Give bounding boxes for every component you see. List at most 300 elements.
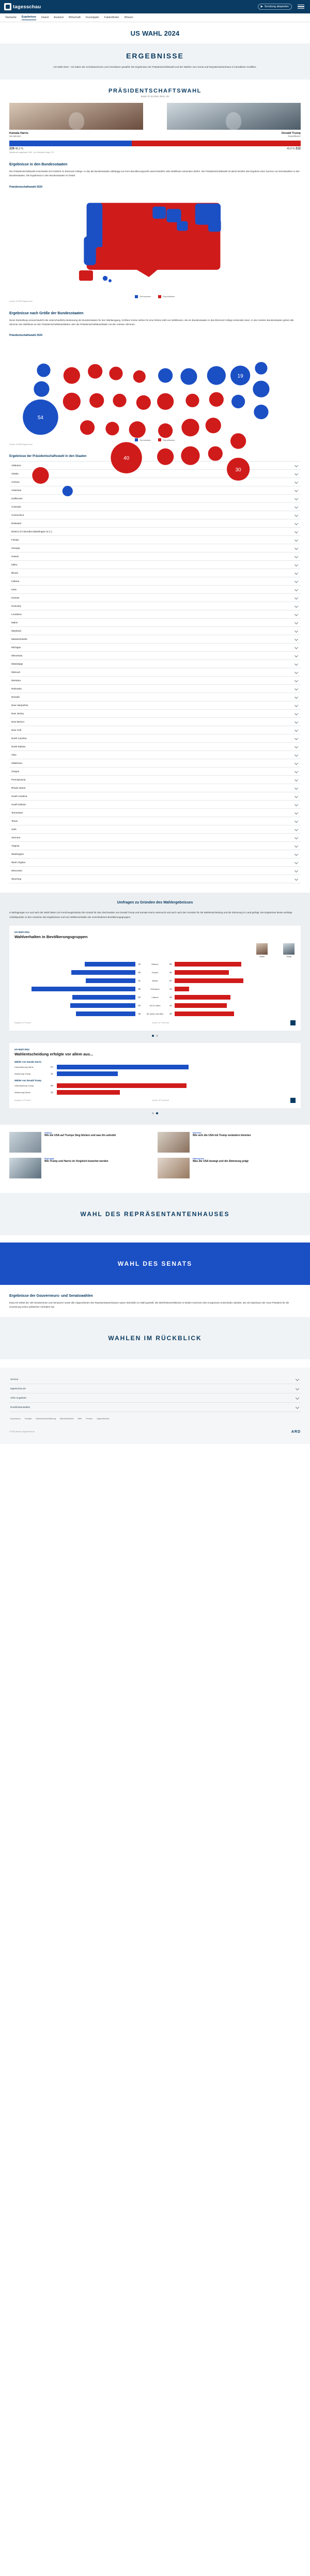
hbar-value: 67 <box>51 1065 53 1068</box>
accordion-row-label: Missouri <box>11 671 21 674</box>
hbar-label: Ablehnung Harris <box>14 1091 30 1094</box>
accordion-row[interactable] <box>9 610 301 619</box>
group-bar-row <box>14 961 296 968</box>
accordion-row[interactable] <box>9 776 301 784</box>
hbar-value: 31 <box>51 1072 53 1075</box>
bar-right <box>175 978 296 983</box>
candidate-party: Republikaner <box>288 135 301 138</box>
chevron-down-icon <box>295 555 298 558</box>
footer-section-row[interactable] <box>9 1403 301 1412</box>
nav-item-0[interactable]: Startseite <box>5 16 17 19</box>
group-label: Frauen <box>151 971 159 974</box>
bar-right <box>175 1011 296 1016</box>
hbar-row <box>14 1083 296 1088</box>
chevron-down-icon <box>295 637 298 641</box>
card2-kicker: US-Wahl 2024 <box>14 1048 29 1051</box>
poll-card-groups <box>9 926 301 1031</box>
chevron-down-icon <box>295 852 298 856</box>
accordion-row-label: West Virginia <box>11 861 25 864</box>
electoral-bar <box>9 141 301 154</box>
accordion-row-label: Wyoming <box>11 878 22 881</box>
accordion-row-label: Iowa <box>11 588 17 591</box>
presidential-meta: Stand: 07.02.2025, 08:51 Uhr <box>141 95 169 98</box>
hbar-fill <box>57 1065 189 1069</box>
map-svg <box>9 191 301 294</box>
accordion-row-label: Idaho <box>11 563 18 566</box>
accordion-row[interactable] <box>9 701 301 710</box>
chevron-down-icon <box>295 737 298 740</box>
chevron-down-icon <box>296 1386 299 1390</box>
accordion-row[interactable] <box>9 652 301 660</box>
card2-footer <box>14 1098 296 1103</box>
chevron-down-icon <box>295 654 298 657</box>
avatar-harris-small <box>256 943 268 955</box>
legend-dem-label-2: Demokraten <box>140 438 151 441</box>
accordion-row[interactable] <box>9 743 301 751</box>
presidential-title: PRÄSIDENTSCHAFTSWAHL <box>109 88 202 95</box>
accordion-row[interactable] <box>9 875 301 883</box>
accordion-row-label: Mississippi <box>11 663 23 666</box>
footer-section-label: tagesschau.de <box>10 1387 26 1390</box>
accordion-row[interactable] <box>9 668 301 677</box>
footer-bottom <box>9 1425 301 1434</box>
accordion-row-label: Louisiana <box>11 613 22 616</box>
card1-footer <box>14 1020 296 1025</box>
chevron-down-icon <box>295 761 298 765</box>
share-icon[interactable] <box>290 1020 296 1025</box>
footer-links <box>9 1412 301 1425</box>
carousel-dots-2[interactable] <box>9 1112 301 1114</box>
accordion-row[interactable] <box>9 519 301 528</box>
chevron-down-icon <box>295 629 298 633</box>
footer-link[interactable]: Kontakt <box>24 1417 32 1420</box>
footer-link[interactable]: Impressum <box>10 1417 21 1420</box>
bar-right <box>175 987 296 991</box>
brand-area[interactable] <box>4 3 41 10</box>
electors-dem: 226 <box>9 147 15 151</box>
page-title: US WAHL 2024 <box>130 29 180 37</box>
nav-item-4[interactable]: Investigativ <box>85 16 99 19</box>
hbar-value: 66 <box>51 1084 53 1087</box>
card2-rows1 <box>14 1065 296 1076</box>
accordion-row[interactable] <box>9 817 301 825</box>
tagesschau-logo[interactable] <box>4 3 41 10</box>
accordion-row-label: Oklahoma <box>11 762 22 765</box>
chevron-down-icon <box>295 604 298 608</box>
svg-text:40: 40 <box>123 455 130 462</box>
accordion-row[interactable] <box>9 850 301 858</box>
group-bar-row <box>14 969 296 976</box>
group-bar-row <box>14 1002 296 1009</box>
accordion-row-label: Delaware <box>11 522 22 525</box>
accordion-row-label: Vermont <box>11 836 21 839</box>
accordion-row-label: Montana <box>11 679 21 682</box>
accordion-row[interactable] <box>9 809 301 817</box>
chevron-down-icon <box>295 712 298 715</box>
col-head-harris <box>255 943 269 958</box>
results-band <box>0 43 310 80</box>
card2-unit: Angaben in Prozent <box>14 1099 31 1101</box>
chevron-down-icon <box>295 728 298 732</box>
hbar-label: Unterstützung Trump <box>14 1084 34 1087</box>
accordion-row[interactable] <box>9 569 301 577</box>
footer-link[interactable]: Hilfe <box>78 1417 82 1420</box>
bubble-map-label: Präsidentschaftswahl 2024 <box>9 334 42 338</box>
us-choropleth-map[interactable] <box>9 191 301 294</box>
chevron-down-icon <box>295 778 298 781</box>
accordion-row-label: Utah <box>11 828 17 831</box>
avatar-trump-small <box>283 943 295 955</box>
chevron-down-icon <box>295 786 298 790</box>
card2-title: Wahlentscheidung erfolgte vor allem aus... <box>14 1051 94 1056</box>
avatar-trump <box>167 103 301 130</box>
chevron-down-icon <box>295 794 298 798</box>
accordion-row[interactable] <box>9 544 301 553</box>
col-head-trump <box>282 943 296 958</box>
menu-icon[interactable] <box>296 3 306 11</box>
svg-text:54: 54 <box>37 415 44 421</box>
accordion-row-label: Indiana <box>11 580 20 583</box>
accordion-row[interactable] <box>9 553 301 561</box>
accordion-row-label: Maryland <box>11 630 21 633</box>
accordion-row[interactable] <box>9 718 301 726</box>
chevron-down-icon <box>295 720 298 724</box>
logo-text: tagesschau <box>13 4 41 10</box>
card2-rows2 <box>14 1083 296 1095</box>
candidate-harris <box>9 103 143 137</box>
accordion-row-label: Washington <box>11 853 24 856</box>
candidate-name: Donald Trump <box>282 132 301 135</box>
card2-sub1: Wähler von Kamala Harris <box>14 1060 41 1063</box>
accordion-row[interactable] <box>9 602 301 610</box>
chevron-down-icon <box>295 869 298 872</box>
value-left: 53 <box>138 971 141 974</box>
card1-unit: Angaben in Prozent <box>14 1021 31 1024</box>
accordion-row[interactable] <box>9 867 301 875</box>
chevron-down-icon <box>296 1377 299 1381</box>
teaser-card[interactable] <box>9 1158 152 1178</box>
accordion-row-label: New Mexico <box>11 720 25 724</box>
card2-sub2: Wähler von Donald Trump <box>14 1079 41 1082</box>
map-label: Präsidentschaftswahl 2024 <box>9 185 42 189</box>
states-heading: Ergebnisse in den Bundesstaaten <box>9 163 68 167</box>
group-label: Männer <box>151 962 159 965</box>
accordion-row[interactable] <box>9 577 301 586</box>
chevron-down-icon <box>295 844 298 848</box>
accordion-row-label: Pennsylvania <box>11 778 26 781</box>
accordion-row[interactable] <box>9 751 301 759</box>
nav-item-1[interactable]: Inland <box>41 16 49 19</box>
bar-right <box>175 1003 296 1008</box>
house-band[interactable]: WAHL DES REPRÄSENTANTENHAUSES <box>0 1193 310 1235</box>
accordion-row[interactable] <box>9 594 301 602</box>
chevron-down-icon <box>295 811 298 815</box>
teaser-image <box>9 1132 41 1153</box>
accordion-title: Ergebnisse der Präsidentschaftswahl in den Staaten <box>9 455 87 458</box>
governors-text: Etwa ein Drittel der 100 Senatorinnen und Senatoren sowie alle Abgeordneten des Repräsentantenhauses waren ebenfalls zur Wahl gestellt. Die Mehrheitsverhältnisse in beiden Kammern des Kongresses entscheiden darüber, wie viel Spielraum der neue Präsident für die Umsetzung seiner politischen Vorhaben hat. <box>9 1301 289 1309</box>
card1-rows <box>14 961 296 1017</box>
percent-rep: 49,9 % <box>287 147 295 151</box>
value-left: 52 <box>138 995 141 999</box>
accordion-row[interactable] <box>9 627 301 635</box>
card1-column-heads <box>14 943 296 958</box>
accordion-row-label: Massachusetts <box>11 638 27 641</box>
accordion-row-label: Alaska <box>11 472 19 476</box>
card1-title: Wahlverhalten in Bevölkerungsgruppen <box>14 934 88 939</box>
retro-band[interactable]: WAHLEN IM RÜCKBLICK <box>0 1317 310 1359</box>
accordion-row-label: Georgia <box>11 547 20 550</box>
accordion-row-label: Oregon <box>11 770 20 773</box>
nav-item-2[interactable]: Ausland <box>54 16 64 19</box>
footer-link[interactable]: Presse <box>86 1417 92 1420</box>
value-right: 57 <box>169 979 172 982</box>
bar-left <box>14 995 135 1000</box>
accordion-row-label: Arizona <box>11 481 20 484</box>
carousel-dots-1[interactable] <box>9 1035 301 1037</box>
states-text: Die Präsidentschaftswahl entscheidet sich letztlich im Electoral College. In das die Bundesstaaten abhängig von ihrer Bevölkerungszahl unterschiedlich viele Wahlleute entsenden dürfen. Die Präsidentschaftswahl ist damit letztlich das Ergebnis einer Summe von Einzelwahlen in den Bundesstaaten. Die Ergebnisse in den Bundesstaaten im Detail: <box>9 170 300 177</box>
accordion-row[interactable] <box>9 834 301 842</box>
nav-item-3[interactable]: Wirtschaft <box>68 16 81 19</box>
logo-mark-icon <box>4 3 11 10</box>
accordion-row-label: New Jersey <box>11 712 24 715</box>
hbar-fill <box>57 1071 118 1076</box>
teaser-title: Wie die USA auf Trumps Sieg blicken und was ihn antreibt <box>44 1133 116 1137</box>
candidate-trump <box>167 103 301 137</box>
accordion-row-label: Kalifornien <box>11 497 23 500</box>
value-left: 86 <box>138 987 141 990</box>
card2-source: Quelle: AP VoteCast <box>152 1099 169 1101</box>
accordion-row[interactable] <box>9 726 301 734</box>
accordion-row[interactable] <box>9 660 301 668</box>
accordion-row[interactable] <box>9 635 301 643</box>
accordion-row-label: South Carolina <box>11 795 27 798</box>
teaser-card[interactable] <box>9 1132 152 1153</box>
accordion-row[interactable] <box>9 528 301 536</box>
accordion-row-label: New Hampshire <box>11 704 28 707</box>
value-left: 41 <box>138 979 141 982</box>
accordion-row[interactable] <box>9 858 301 867</box>
card1-kicker: US-Wahl 2024 <box>14 930 29 933</box>
accordion-row[interactable] <box>9 825 301 834</box>
senate-band[interactable]: WAHL DES SENATS <box>0 1243 310 1285</box>
value-left: 49 <box>138 1012 141 1015</box>
legend-dem-label: Demokraten <box>140 295 151 298</box>
teaser-kicker: Analyse <box>44 1131 52 1134</box>
candidate-party: Demokraten <box>9 135 21 138</box>
accordion-row-label: Tennessee <box>11 811 23 815</box>
footer-link[interactable]: Barrierefreiheit <box>60 1417 74 1420</box>
accordion-row-label: Rhode Island <box>11 787 26 790</box>
legend-rep-label: Republikaner <box>163 295 175 298</box>
teaser-card[interactable] <box>158 1132 301 1153</box>
accordion-row[interactable] <box>9 536 301 544</box>
accordion-row[interactable] <box>9 842 301 850</box>
accordion-row-label: Connecticut <box>11 514 24 517</box>
group-label: 18-29 Jahre <box>149 1004 161 1007</box>
accordion-row[interactable] <box>9 561 301 569</box>
accordion-row-label: Michigan <box>11 646 21 649</box>
chevron-down-icon <box>295 745 298 748</box>
footer-sections <box>9 1375 301 1412</box>
footer-section-row[interactable] <box>9 1393 301 1403</box>
chevron-down-icon <box>295 819 298 823</box>
results-band-text: US-Wahl 2024 – Es haben die Amerikanerinnen und Amerikaner gewählt: Die Ergebnisse der Präsidentschaftswahl und der Wahlen zum Senat und Repräsentantenhaus in interaktiven Grafiken. <box>53 66 257 68</box>
value-left: 54 <box>138 1004 141 1007</box>
accordion-row-label: Ohio <box>11 754 17 757</box>
accordion-row[interactable] <box>9 734 301 743</box>
play-label: Sendung abspielen <box>264 5 289 8</box>
top-bar <box>0 0 310 13</box>
chevron-down-icon <box>295 679 298 682</box>
teaser-image <box>158 1158 190 1178</box>
bar-left <box>14 978 135 983</box>
col-head-harris-label: Harris <box>259 955 265 958</box>
accordion-row-label: Hawaii <box>11 555 19 558</box>
accordion-row-label: District of Columbia (Washington D.C.) <box>11 530 52 533</box>
accordion-row-label: Kentucky <box>11 605 21 608</box>
results-band-title: ERGEBNISSE <box>126 52 184 60</box>
accordion-row-label: North Carolina <box>11 737 27 740</box>
value-right: 12 <box>169 987 172 990</box>
electors-rep: 312 <box>295 147 301 151</box>
accordion-row[interactable] <box>9 586 301 594</box>
chevron-down-icon <box>295 670 298 674</box>
hbar-label: Unterstützung Harris <box>14 1065 34 1068</box>
bar-caption: Wahlleute insgesamt: 538 · Zur Mehrheit nötig: 270 <box>9 151 54 154</box>
chevron-down-icon <box>295 703 298 707</box>
hbar-row <box>14 1071 296 1076</box>
bubble-svg <box>9 339 301 511</box>
accordion-row[interactable] <box>9 677 301 685</box>
nav-item-5[interactable]: Faktenfinder <box>104 16 119 19</box>
accordion-row[interactable] <box>9 784 301 792</box>
chevron-down-icon <box>295 546 298 550</box>
bar-right <box>175 962 296 967</box>
svg-text:19: 19 <box>237 373 243 379</box>
group-bar-row <box>14 1010 296 1017</box>
footer-section-label: Rundfunkanstalten <box>10 1405 30 1408</box>
accordion-row-label: Illinois <box>11 572 18 575</box>
nav-item-active[interactable]: Ergebnisse <box>22 16 36 20</box>
value-right: 46 <box>169 995 172 999</box>
accordion-row[interactable] <box>9 693 301 701</box>
group-label: Weiße <box>152 979 158 982</box>
accordion-row-label: Nevada <box>11 696 20 699</box>
nav-item-6[interactable]: Wissen <box>124 16 133 19</box>
chevron-down-icon <box>295 803 298 806</box>
hbar-row <box>14 1090 296 1095</box>
ard-logo: ARD <box>291 1430 301 1434</box>
play-broadcast-button[interactable] <box>258 4 292 10</box>
chevron-down-icon <box>295 687 298 691</box>
teaser-title: Was die USA bewegt und die Stimmung prägt <box>193 1159 249 1163</box>
accordion-row[interactable] <box>9 710 301 718</box>
accordion-row[interactable] <box>9 801 301 809</box>
play-icon: ▶ <box>260 5 263 8</box>
footer-section-label: Service <box>10 1377 19 1381</box>
hbar-fill <box>57 1090 120 1095</box>
accordion-row-label: Texas <box>11 820 18 823</box>
bubble-heading: Ergebnisse nach Größe der Bundesstaaten <box>9 311 84 315</box>
teaser-title: Wie Trump und Harris im Vergleich bewertet werden <box>44 1159 109 1163</box>
footer-link[interactable]: Datenschutzerklärung <box>36 1417 56 1420</box>
card1-source: Quelle: AP VoteCast <box>152 1021 169 1024</box>
teaser-card[interactable] <box>158 1158 301 1178</box>
share-icon-2[interactable] <box>290 1098 296 1103</box>
value-right: 45 <box>169 971 172 974</box>
footer-section-row[interactable] <box>9 1375 301 1384</box>
value-right: 43 <box>169 1004 172 1007</box>
chevron-down-icon <box>295 662 298 666</box>
main-nav <box>0 13 310 22</box>
accordion-row[interactable] <box>9 619 301 627</box>
chevron-down-icon <box>295 827 298 831</box>
accordion-row[interactable] <box>9 792 301 801</box>
accordion-row[interactable] <box>9 685 301 693</box>
footer-link[interactable]: Jugendschutz <box>96 1417 110 1420</box>
value-right: 49 <box>169 1012 172 1015</box>
chevron-down-icon <box>295 612 298 616</box>
teaser-image <box>158 1132 190 1153</box>
accordion-row-label: Nebraska <box>11 687 22 691</box>
chevron-down-icon <box>296 1396 299 1399</box>
accordion-row[interactable] <box>9 759 301 768</box>
accordion-row-label: South Dakota <box>11 803 26 806</box>
bar-left <box>14 962 135 967</box>
legend-dem <box>135 295 151 298</box>
chevron-down-icon <box>295 753 298 757</box>
group-label: 65 Jahre und älter <box>146 1012 164 1015</box>
polls-title: Umfragen zu Gründen des Wahlergebnisses <box>117 901 193 905</box>
top-bar-actions <box>258 3 306 11</box>
chevron-down-icon <box>295 588 298 591</box>
teaser-image <box>9 1158 41 1178</box>
group-bar-row <box>14 994 296 1001</box>
teaser-title: Wie sich die USA mit Trump verändern könnten <box>193 1133 251 1137</box>
chevron-down-icon <box>295 513 298 517</box>
accordion-row[interactable] <box>9 768 301 776</box>
teaser-kicker: Interview <box>193 1131 202 1134</box>
value-left: 42 <box>138 962 141 965</box>
accordion-row-label: Virginia <box>11 845 20 848</box>
chevron-down-icon <box>295 563 298 566</box>
chevron-down-icon <box>295 836 298 839</box>
chevron-down-icon <box>295 646 298 649</box>
bar-left <box>14 1011 135 1016</box>
bubble-source: Quelle: AP/NBC/tagesschau <box>9 443 33 446</box>
chevron-down-icon <box>295 579 298 583</box>
poll-card-motivation <box>9 1043 301 1108</box>
candidates-row <box>9 103 301 137</box>
chevron-down-icon <box>295 877 298 881</box>
chevron-down-icon <box>295 538 298 542</box>
footer-section-row[interactable] <box>9 1384 301 1393</box>
bar-segment-dem <box>9 141 132 146</box>
governors-heading: Ergebnisse der Gouverneurs- und Senatswahlen <box>9 1294 93 1298</box>
legend-rep-label-2: Republikaner <box>163 438 175 441</box>
chevron-down-icon <box>295 571 298 575</box>
accordion-row[interactable] <box>9 511 301 519</box>
col-head-trump-label: Trump <box>286 955 292 958</box>
teaser-grid <box>0 1125 310 1186</box>
chevron-down-icon <box>295 861 298 864</box>
accordion-row[interactable] <box>9 643 301 652</box>
chevron-down-icon <box>295 530 298 533</box>
hbar-value: 32 <box>51 1091 53 1094</box>
bar-left <box>14 987 135 991</box>
group-bar-row <box>14 977 296 984</box>
chevron-down-icon <box>295 596 298 600</box>
